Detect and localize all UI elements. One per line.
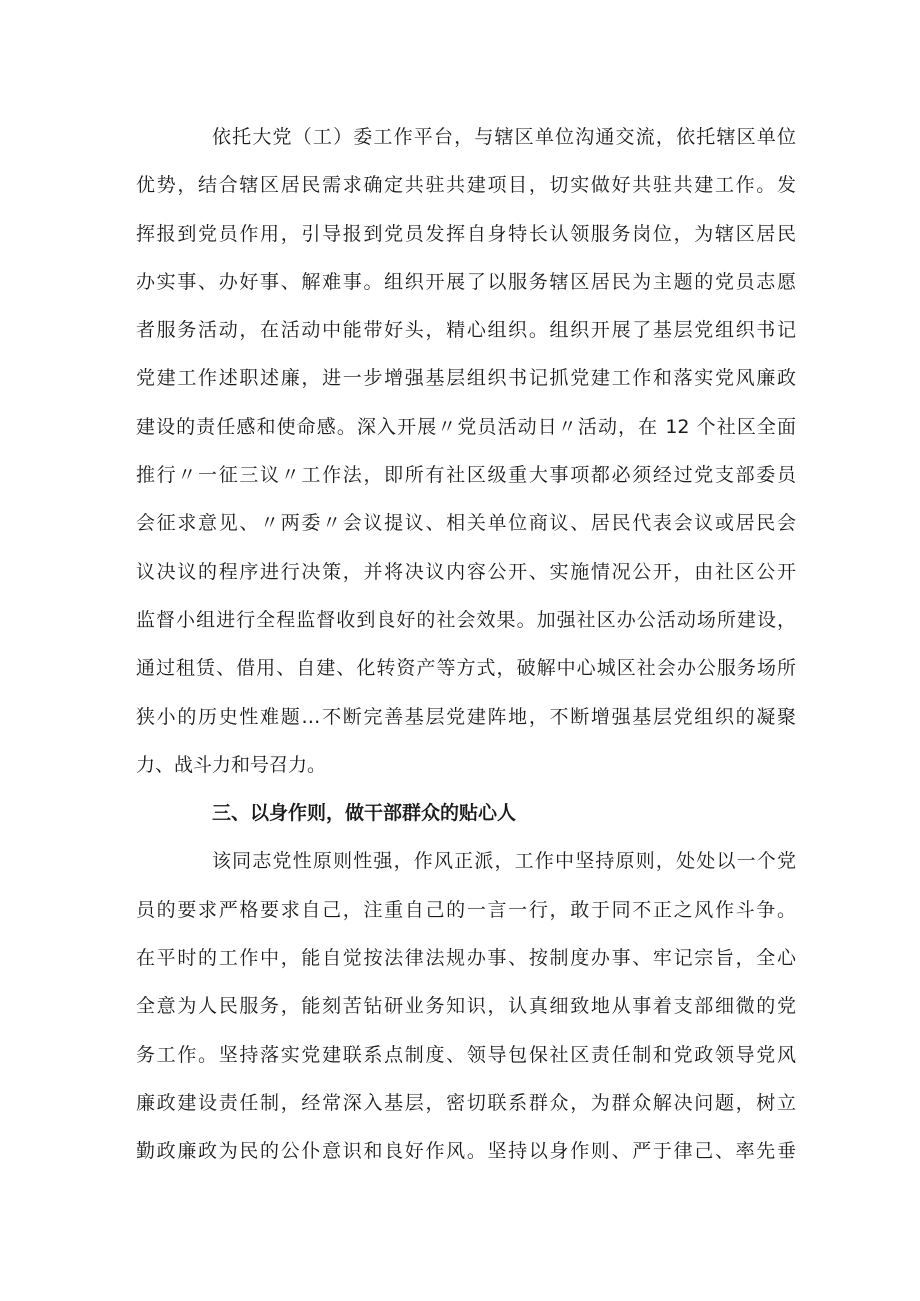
text-line: 党建工作述职述廉，进一步增强基层组织书记抓党建工作和落实党风廉政 [136,367,796,390]
text-line: 建设的责任感和使命感。深入开展〃党员活动日〃活动，在 12 个社区全面 [136,415,796,438]
text-line: 廉政建设责任制，经常深入基层，密切联系群众，为群众解决问题，树立 [136,1091,796,1114]
text-line: 在平时的工作中，能自觉按法律法规办事、按制度办事、牢记宗旨，全心 [136,947,796,970]
text-line: 务工作。坚持落实党建联系点制度、领导包保社区责任制和党政领导党风 [136,1043,796,1066]
text-line: 依托大党（工）委工作平台，与辖区单位沟通交流，依托辖区单位 [212,126,796,148]
text-line: 挥报到党员作用，引导报到党员发挥自身特长认领服务岗位，为辖区居民 [136,222,796,245]
text-line: 该同志党性原则性强，作风正派，工作中坚持原则，处处以一个党 [212,850,796,873]
text-line: 通过租赁、借用、自建、化转资产等方式，破解中心城区社会办公服务场所 [136,657,796,680]
paragraph-1 [136,113,796,789]
text-line: 全意为人民服务，能刻苦钻研业务知识，认真细致地从事着支部细微的党 [136,995,796,1018]
text-line: 推行〃一征三议〃工作法，即所有社区级重大事项都必须经过党支部委员 [136,464,796,487]
text-line: 力、战斗力和号召力。 [136,753,327,776]
text-line: 议决议的程序进行决策，并将决议内容公开、实施情况公开，由社区公开 [136,560,796,583]
text-line: 员的要求严格要求自己，注重自己的一言一行，敢于同不正之风作斗争。 [136,898,796,921]
text-line: 办实事、办好事、解难事。组织开展了以服务辖区居民为主题的党员志愿 [136,270,796,293]
text-line: 优势，结合辖区居民需求确定共驻共建项目，切实做好共驻共建工作。发 [136,174,796,197]
text-line: 勤政廉政为民的公仆意识和良好作风。坚持以身作则、严于律己、率先垂 [136,1140,796,1163]
text-line: 监督小组进行全程监督收到良好的社会效果。加强社区办公活动场所建设， [136,608,796,631]
text-line: 者服务活动，在活动中能带好头，精心组织。组织开展了基层党组织书记 [136,319,796,342]
document-body [136,113,796,1176]
text-line: 狭小的历史性难题…不断完善基层党建阵地，不断增强基层党组织的凝聚 [136,705,796,728]
text-line: 会征求意见、〃两委〃会议提议、相关单位商议、居民代表会议或居民会 [136,512,796,535]
section-heading: 三、以身作则，做干部群众的贴心人 [212,802,517,825]
paragraph-2 [136,837,796,1175]
